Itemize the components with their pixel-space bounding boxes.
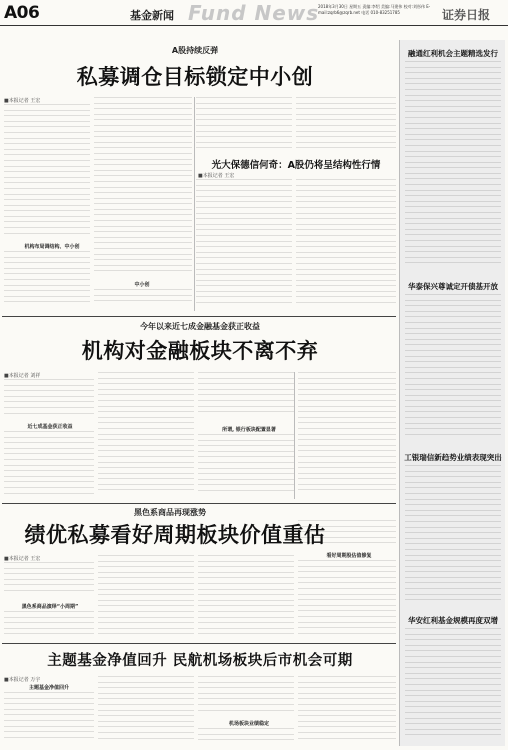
sidebar-item-body <box>405 61 501 273</box>
top-article-kicker: A股持续反弹 <box>171 46 219 55</box>
top-article-col-3 <box>196 97 292 153</box>
bottom-article-title: 主题基金净值回升 民航机场板块后市机会可期 <box>47 653 353 669</box>
sidebar-item-title: 华安红利基金规模再度双增 <box>408 616 498 625</box>
column-separator <box>194 97 195 311</box>
section-divider <box>2 503 396 504</box>
lower-article-col-1b <box>4 611 94 639</box>
top-article-title: 私募调仓目标锁定中小创 <box>76 65 314 89</box>
sidebar-item-title: 融通红利机会主题精选发行 <box>408 49 498 58</box>
top-right-article-col-1 <box>196 179 292 311</box>
top-article-col-2 <box>94 97 192 277</box>
top-right-article-title: 光大保德信何奇：A股仍将呈结构性行情 <box>211 160 381 171</box>
bottom-article-subhead-1: 主题基金净值回升 <box>28 685 69 691</box>
middle-article-kicker: 今年以来近七成金融基金获正收益 <box>140 322 260 331</box>
lower-article-col-4a <box>298 520 396 548</box>
bottom-article-col-2 <box>98 676 194 746</box>
top-article-col-1b <box>4 251 90 311</box>
middle-article-col-3b <box>198 434 294 499</box>
lower-article-title: 绩优私募看好周期板块价值重估 <box>24 523 326 547</box>
sidebar-item-body <box>405 628 501 740</box>
lower-article-subhead-2: 看好周期股估值修复 <box>326 553 372 559</box>
middle-article-subhead-2: 所谓, 银行板块配置显著 <box>222 427 276 433</box>
bottom-article-col-3 <box>198 676 294 716</box>
section-divider <box>2 643 396 644</box>
bottom-article-col-4 <box>298 676 396 746</box>
middle-article-title: 机构对金融板块不离不弃 <box>81 339 319 363</box>
editor-info: 2018年3月30日 星期五 责编:李绍 美编:马建伟 校对:刘彤伟 E-mail:zqrb6@zqrb.net 电话 010-83251785 <box>318 4 431 15</box>
middle-article-col-1b <box>4 431 94 499</box>
section-divider <box>2 316 396 317</box>
sidebar-item-body <box>405 465 501 607</box>
top-article-col-4 <box>296 97 396 153</box>
lower-article-col-3 <box>198 555 294 639</box>
top-right-article-byline: ■本报记者 王宏 <box>198 173 235 179</box>
middle-article-col-4 <box>298 372 396 499</box>
top-article-byline: ■本报记者 王宏 <box>4 98 41 104</box>
top-article-subhead-1: 机构布局调结构、中小创 <box>24 244 80 250</box>
bottom-article-subhead-2: 机场板块业绩稳定 <box>228 721 269 727</box>
sidebar-item-title: 工银瑞信新趋势业绩表现突出 <box>404 453 502 462</box>
lower-article-kicker: 黑色系商品再现涨势 <box>134 508 206 517</box>
middle-article-col-3 <box>198 372 294 422</box>
lower-article-subhead-1: 黑色系商品演绎“小周期” <box>21 604 79 610</box>
middle-article-col-2 <box>98 372 194 499</box>
column-separator <box>294 372 295 499</box>
top-article-col-2b <box>94 289 192 311</box>
lower-article-col-1 <box>4 562 94 600</box>
middle-article-subhead-1: 近七成基金获正收益 <box>27 424 73 430</box>
top-article-col-1 <box>4 104 90 239</box>
lower-article-col-4 <box>298 560 396 639</box>
middle-article-byline: ■本报记者 刘祥 <box>4 373 41 379</box>
section-name: 基金新闻 <box>130 9 174 22</box>
middle-article-col-1 <box>4 379 94 419</box>
bottom-article-col-3b <box>198 728 294 746</box>
bottom-article-byline: ■本报记者 万宇 <box>4 677 41 683</box>
section-name-en: Fund News <box>188 1 320 25</box>
news-brief-sidebar <box>399 40 505 746</box>
sidebar-item-body <box>405 294 501 444</box>
top-article-subhead-2: 中小创 <box>134 282 150 288</box>
lower-article-col-2 <box>98 555 194 639</box>
lower-article-byline: ■本报记者 王宏 <box>4 556 41 562</box>
page-number: A06 <box>4 3 40 23</box>
page-header <box>0 0 508 26</box>
bottom-article-col-1 <box>4 692 94 746</box>
newspaper-name: 证券日报 <box>442 8 491 22</box>
top-right-article-col-2 <box>296 179 396 311</box>
sidebar-item-title: 华泰保兴尊诚定开债基开放 <box>408 282 498 291</box>
